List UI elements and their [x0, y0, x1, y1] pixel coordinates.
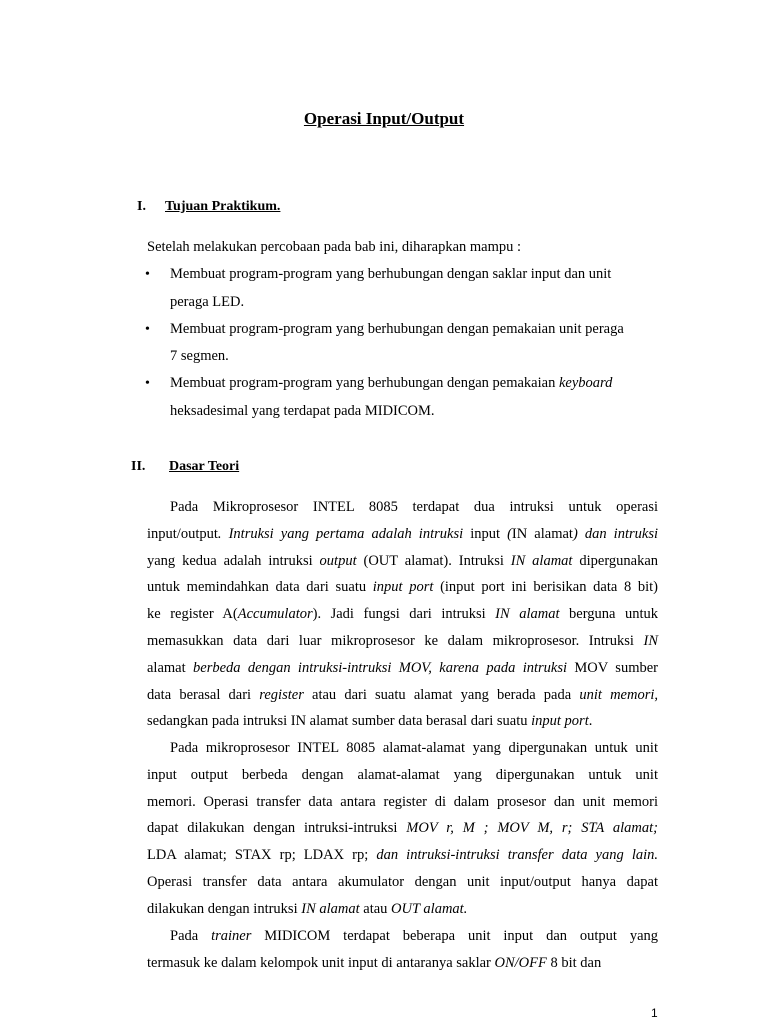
bullet-3-keyword: keyboard	[558, 375, 613, 391]
body-text-run: dipergunakan	[572, 552, 659, 569]
italic-term: input port	[531, 713, 589, 730]
body-text-run: ke register A(	[147, 606, 238, 623]
body-text-run: Operasi transfer data antara akumulator dengan unit input/output hanya dapat	[147, 874, 658, 890]
body-line	[147, 525, 658, 543]
section-2-number: II.	[131, 459, 146, 474]
body-text-run: 8 bit dan	[546, 954, 602, 971]
bullet-2-marker: •	[145, 322, 150, 337]
body-line	[147, 552, 658, 570]
body-text-run: berguna untuk	[559, 606, 659, 623]
body-text-run: Pada	[170, 928, 212, 944]
body-line	[147, 686, 658, 704]
section-2-title: Dasar Teori	[169, 459, 240, 474]
italic-term: register	[259, 686, 304, 703]
body-text-run: data berasal dari	[147, 686, 260, 703]
body-text-run: (input port ini berisikan data 8 bit)	[433, 579, 658, 596]
italic-term: IN alamat	[510, 552, 573, 569]
body-line	[147, 632, 658, 650]
body-text-run: yang kedua adalah intruksi	[147, 552, 320, 569]
body-line	[147, 793, 658, 811]
body-line	[147, 927, 658, 945]
body-text-run: Pada Mikroprosesor INTEL 8085 terdapat dua intruksi untuk operasi	[170, 499, 658, 515]
body-line	[147, 873, 658, 891]
body-text-run: input	[470, 525, 501, 542]
italic-term: ) dan intruksi	[572, 525, 658, 542]
bullet-3-marker: •	[145, 376, 150, 391]
body-text-run: input/output	[147, 525, 218, 542]
bullet-3-line-2: heksadesimal yang terdapat pada MIDICOM.	[170, 403, 435, 419]
italic-term: (	[500, 525, 512, 542]
italic-term: Accumulator	[237, 606, 313, 623]
section-1-number: I.	[137, 199, 146, 214]
italic-term: unit memori,	[579, 686, 658, 703]
body-text-run: IN alamat	[511, 525, 573, 542]
section-1-intro: Setelah melakukan percobaan pada bab ini, diharapkan mampu :	[147, 239, 522, 255]
italic-term: berbeda dengan intruksi-intruksi MOV, karena pada intruksi	[185, 659, 575, 676]
body-line	[147, 578, 658, 596]
body-text-run: termasuk ke dalam kelompok unit input di antaranya saklar	[147, 954, 495, 971]
body-line	[147, 498, 658, 516]
italic-term: dan intruksi-intruksi transfer data yang lain.	[368, 847, 658, 864]
body-text-run: atau dari suatu alamat yang berada pada	[303, 686, 580, 703]
body-text-run: memori. Operasi transfer data antara register di dalam prosesor dan unit memori	[147, 793, 658, 810]
italic-term: input port	[372, 579, 434, 596]
body-line	[147, 605, 658, 623]
italic-term: IN	[643, 633, 658, 649]
body-text-run: Pada mikroprosesor INTEL 8085 alamat-alamat yang dipergunakan untuk unit	[170, 740, 658, 756]
body-line	[147, 766, 658, 784]
bullet-2-line-2: 7 segmen.	[170, 348, 229, 364]
section-1-title: Tujuan Praktikum.	[165, 199, 281, 214]
bullet-1-line-1: Membuat program-program yang berhubungan dengan saklar input dan unit	[170, 266, 612, 282]
body-text-run: memasukkan data dari luar mikroprosesor ke dalam mikroprosesor. Intruksi	[147, 633, 644, 649]
body-text-run: sedangkan pada intruksi IN alamat sumber data berasal dari suatu	[147, 713, 532, 730]
italic-term: IN alamat	[495, 606, 560, 623]
body-line	[147, 819, 658, 837]
italic-term: output	[319, 552, 357, 569]
body-line	[147, 739, 658, 757]
italic-term: OUT alamat.	[391, 900, 468, 917]
bullet-2-line-1: Membuat program-program yang berhubungan dengan pemakaian unit peraga	[170, 321, 624, 337]
body-line	[147, 712, 658, 730]
body-text-run: .	[588, 713, 593, 730]
body-text-run: dilakukan dengan intruksi	[147, 900, 302, 917]
body-line	[147, 900, 658, 918]
body-text-run: input output berbeda dengan alamat-alamat yang dipergunakan untuk unit	[147, 766, 658, 783]
body-text-run: MIDICOM terdapat beberapa unit input dan output yang	[251, 928, 659, 944]
body-line	[147, 659, 658, 677]
body-text-run: LDA alamat; STAX rp; LDAX rp;	[147, 847, 369, 864]
body-text-run: MOV sumber	[574, 659, 658, 676]
italic-term: IN alamat	[301, 900, 360, 917]
bullet-3-line-1	[170, 374, 612, 392]
italic-term: ON/OFF	[494, 954, 547, 971]
page-number: 1	[651, 1006, 658, 1020]
body-text-run: ). Jadi fungsi dari intruksi	[312, 606, 496, 623]
page-title: Operasi Input/Output	[303, 109, 465, 128]
bullet-1-line-2: peraga LED.	[170, 294, 245, 310]
bullet-1-marker: •	[145, 267, 150, 282]
body-text-run: alamat	[147, 659, 186, 676]
body-text-run: untuk memindahkan data dari suatu	[147, 579, 373, 596]
body-text-run: atau	[359, 900, 392, 917]
italic-term: MOV r, M ; MOV M, r; STA alamat;	[406, 820, 658, 837]
body-line	[147, 846, 658, 864]
body-text-run: dapat dilakukan dengan intruksi-intruksi	[147, 820, 407, 837]
bullet-3-text: Membuat program-program yang berhubungan dengan pemakaian	[170, 375, 559, 391]
italic-term: trainer	[211, 928, 252, 944]
body-line	[147, 954, 658, 972]
italic-term: . Intruksi yang pertama adalah intruksi	[217, 525, 471, 542]
body-text-run: (OUT alamat). Intruksi	[356, 552, 511, 569]
